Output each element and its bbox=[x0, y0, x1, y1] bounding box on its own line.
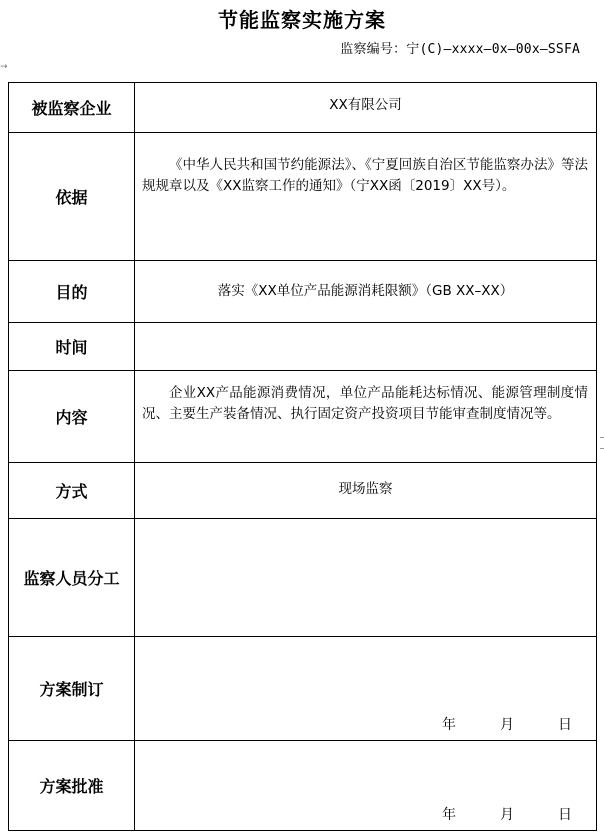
table-row bbox=[9, 83, 597, 133]
content-value[interactable]: 企业XX产品能源消费情况，单位产品能耗达标情况、能源管理制度情况、主要生产装备情况、执行固定资产投资项目节能审查制度情况等。 bbox=[135, 371, 597, 463]
document-number: 监察编号：宁(C)–xxxx–0x–00x–SSFA bbox=[340, 42, 580, 57]
approve-day: 日 bbox=[558, 807, 572, 823]
enterprise-value[interactable]: XX有限公司 bbox=[135, 83, 597, 133]
table-row bbox=[9, 133, 597, 261]
method-value[interactable]: 现场监察 bbox=[135, 463, 597, 519]
content-label: 内容 bbox=[9, 371, 135, 463]
approve-year: 年 bbox=[442, 807, 456, 823]
table-row bbox=[9, 637, 597, 741]
table-row bbox=[9, 371, 597, 463]
staff-value[interactable] bbox=[135, 519, 597, 637]
time-label: 时间 bbox=[9, 323, 135, 371]
table-row bbox=[9, 261, 597, 323]
table-row bbox=[9, 323, 597, 371]
staff-label: 监察人员分工 bbox=[9, 519, 135, 637]
plan-table bbox=[8, 82, 597, 831]
approve-value[interactable] bbox=[135, 741, 597, 831]
formulate-day: 日 bbox=[558, 717, 572, 733]
formulate-value[interactable] bbox=[135, 637, 597, 741]
time-value[interactable] bbox=[135, 323, 597, 371]
basis-value[interactable]: 《中华人民共和国节约能源法》、《宁夏回族自治区节能监察办法》等法规规章以及《XX监察工作的通知》（宁XX函〔2019〕XX号）。 bbox=[135, 133, 597, 261]
approve-date bbox=[442, 805, 572, 826]
table-row bbox=[9, 519, 597, 637]
page-title: 节能监察实施方案 bbox=[218, 8, 386, 32]
basis-label: 依据 bbox=[9, 133, 135, 261]
table-row bbox=[9, 463, 597, 519]
table-row bbox=[9, 741, 597, 831]
formulate-date bbox=[442, 715, 572, 736]
formulate-month: 月 bbox=[500, 717, 514, 733]
formulate-label: 方案制订 bbox=[9, 637, 135, 741]
method-label: 方式 bbox=[9, 463, 135, 519]
purpose-label: 目的 bbox=[9, 261, 135, 323]
formulate-year: 年 bbox=[442, 717, 456, 733]
purpose-value[interactable]: 落实《XX单位产品能源消耗限额》（GB XX–XX） bbox=[135, 261, 597, 323]
approve-label: 方案批准 bbox=[9, 741, 135, 831]
paragraph-mark-icon: → bbox=[0, 62, 8, 72]
enterprise-label: 被监察企业 bbox=[9, 83, 135, 133]
margin-tick-icon bbox=[600, 437, 604, 449]
approve-month: 月 bbox=[500, 807, 514, 823]
